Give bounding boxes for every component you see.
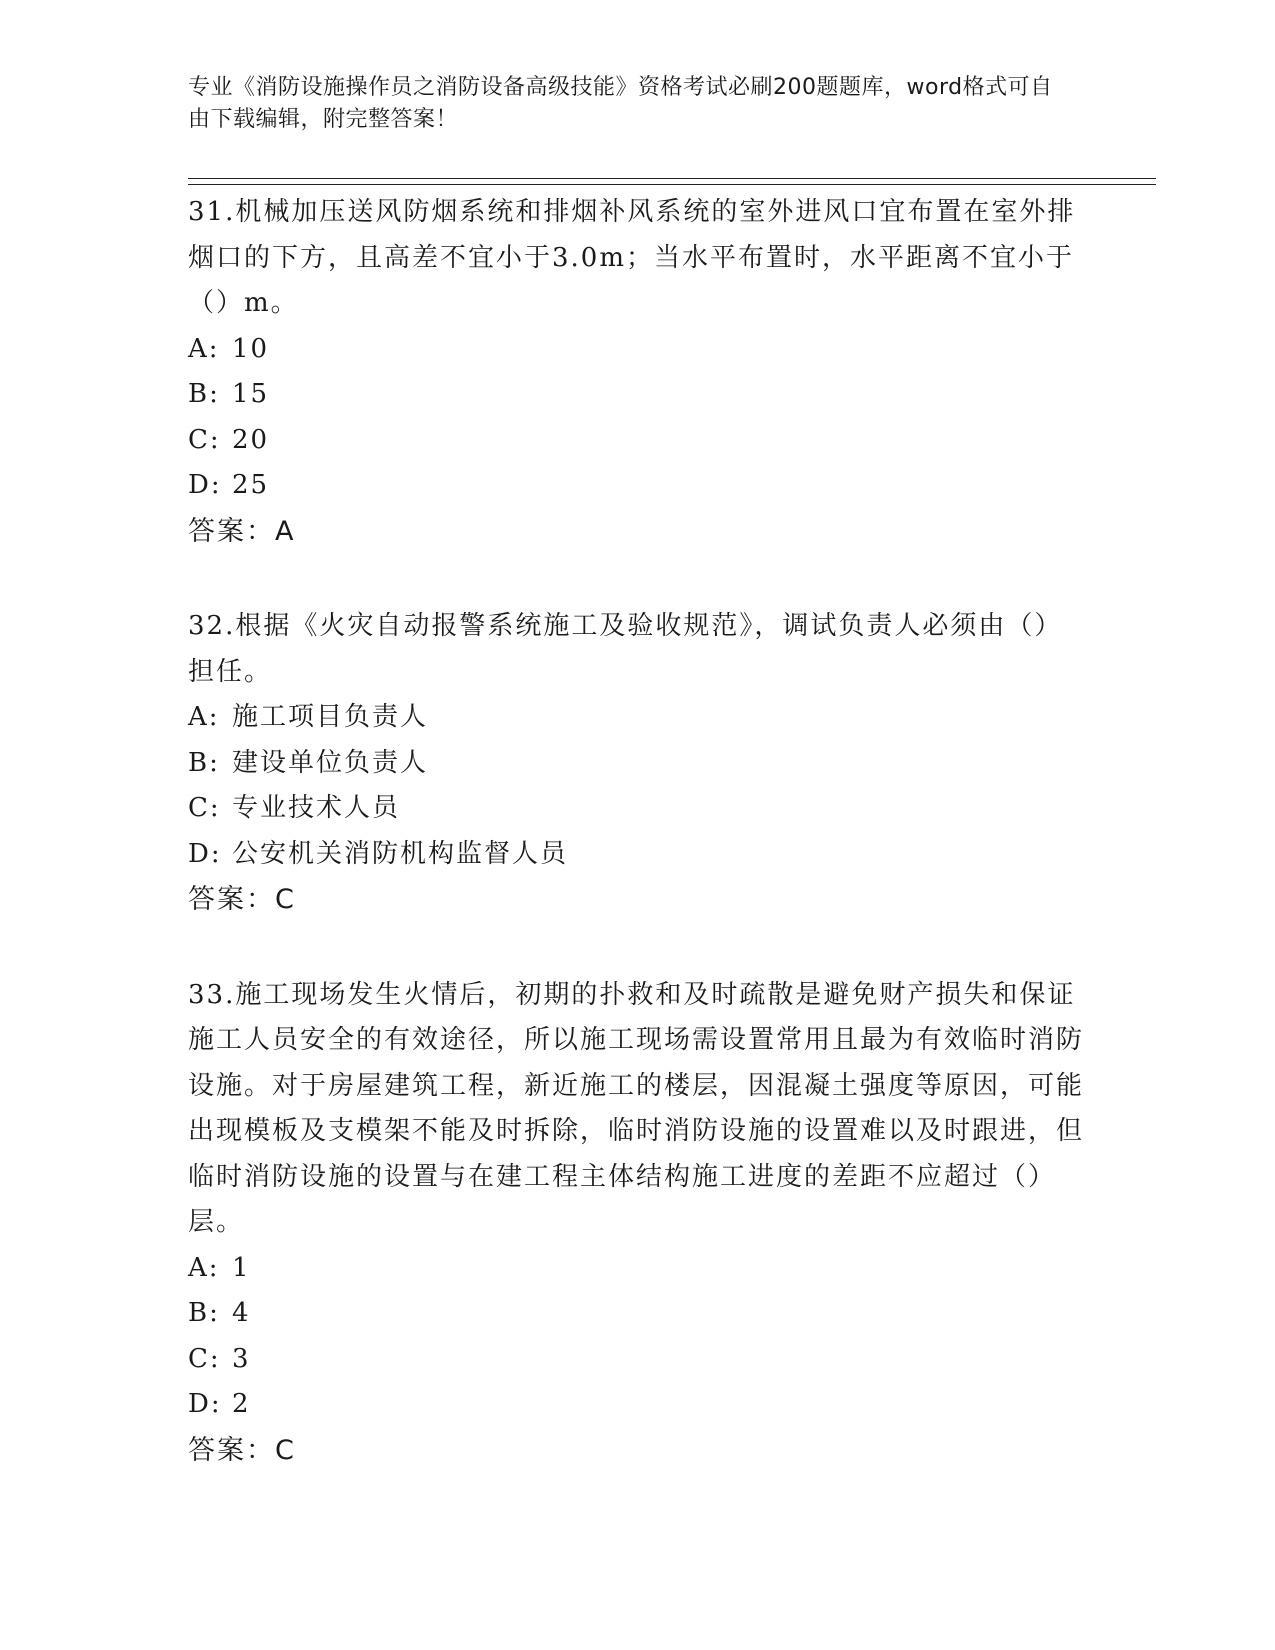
option-b — [188, 741, 1088, 787]
header-divider-bottom — [188, 184, 1156, 185]
question-text: 33.施工现场发生火情后，初期的扑救和及时疏散是避免财产损失和保证施工人员安全的有效途径，所以施工现场需设置常用且最为有效临时消防设施。对于房屋建筑工程，新近施工的楼层，因混凝土强度等原因，可能出现模板及支模架不能及时拆除，临时消防设施的设置难以及时跟进，但临时消防设施的设置与在建工程主体结构施工进度的差距不应超过（）层。 — [188, 979, 1085, 1237]
option-c — [188, 786, 1088, 832]
option-letter: A: — [188, 702, 220, 732]
option-letter: C: — [188, 424, 221, 455]
option-letter: D: — [188, 470, 222, 500]
option-c — [188, 418, 1088, 464]
option-text: 专业技术人员 — [232, 793, 401, 823]
question-text: 32.根据《火灾自动报警系统施工及验收规范》，调试负责人必须由（）担任。 — [188, 611, 1063, 687]
question-31 — [188, 190, 1088, 554]
option-c — [188, 1337, 1088, 1383]
option-text: 2 — [232, 1389, 251, 1419]
option-letter: B: — [188, 747, 220, 778]
option-d — [188, 832, 1088, 878]
question-list — [188, 190, 1088, 1523]
option-letter: B: — [188, 379, 220, 409]
option-text: 建设单位负责人 — [232, 747, 429, 778]
header-divider-top — [188, 178, 1156, 179]
option-text: 公安机关消防机构监督人员 — [232, 838, 569, 869]
option-text: 20 — [232, 424, 270, 455]
option-text: 施工项目负责人 — [232, 702, 429, 732]
question-text: 31.机械加压送风防烟系统和排烟补风系统的室外进风口宜布置在室外排烟口的下方，且高差不宜小于3.0m；当水平布置时，水平距离不宜小于（）m。 — [188, 197, 1076, 318]
option-b — [188, 1291, 1088, 1337]
option-text: 3 — [232, 1343, 251, 1374]
option-letter: B: — [188, 1298, 220, 1328]
option-a — [188, 1246, 1088, 1292]
option-letter: D: — [188, 838, 222, 869]
option-text: 25 — [232, 470, 270, 500]
document-header: 专业《消防设施操作员之消防设备高级技能》资格考试必刷200题题库，word格式可自由下载编辑，附完整答案！ — [188, 75, 1053, 132]
question-32 — [188, 604, 1088, 923]
option-a — [188, 327, 1088, 373]
option-text: 1 — [232, 1252, 251, 1283]
option-letter: C: — [188, 793, 221, 823]
option-letter: D: — [188, 1389, 222, 1419]
option-letter: A: — [188, 333, 220, 364]
answer-label: 答案：A — [188, 515, 296, 547]
option-b — [188, 372, 1088, 418]
answer-label: 答案：C — [188, 1434, 296, 1466]
option-text: 10 — [232, 333, 270, 364]
option-text: 15 — [232, 379, 270, 409]
option-letter: C: — [188, 1343, 221, 1374]
option-d — [188, 463, 1088, 509]
option-d — [188, 1382, 1088, 1428]
option-letter: A: — [188, 1252, 220, 1283]
option-a — [188, 695, 1088, 741]
question-33 — [188, 973, 1088, 1474]
option-text: 4 — [232, 1298, 251, 1328]
answer-label: 答案：C — [188, 884, 296, 915]
